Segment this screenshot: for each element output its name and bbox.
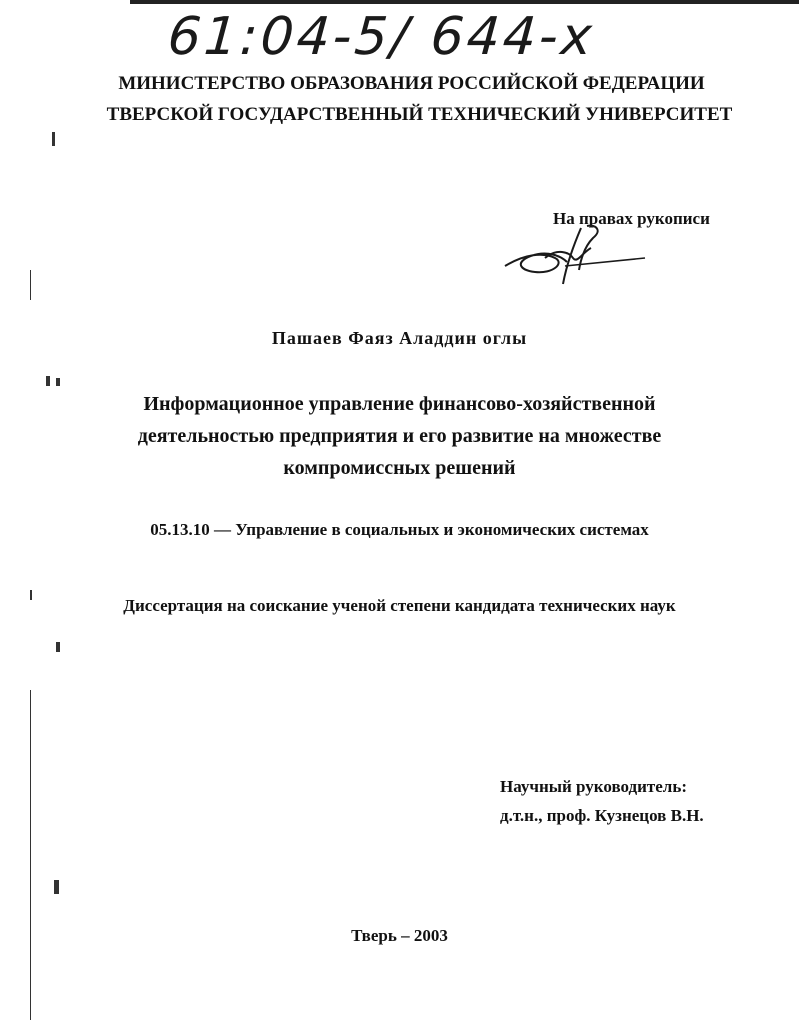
dissertation-title xyxy=(0,388,799,484)
title-line-3: компромиссных решений xyxy=(283,457,516,479)
manuscript-rights-notice: На правах рукописи xyxy=(553,209,710,228)
city-year: Тверь – 2003 xyxy=(351,926,448,945)
scan-margin-mark xyxy=(52,132,55,146)
handwritten-catalog-stamp: 61:04-5/ 644-x xyxy=(165,7,597,67)
scan-margin-mark xyxy=(30,590,32,600)
specialty-code: 05.13.10 — Управление в социальных и экономических системах xyxy=(150,520,649,539)
signature-image xyxy=(495,218,655,290)
supervisor-label: Научный руководитель: xyxy=(500,777,687,796)
scan-margin-mark xyxy=(56,378,60,386)
scan-margin-mark xyxy=(54,880,59,894)
author-name: Пашаев Фаяз Аладдин оглы xyxy=(271,328,528,348)
supervisor-name: д.т.н., проф. Кузнецов В.Н. xyxy=(500,806,704,825)
title-line-2: деятельностью предприятия и его развитие на множестве xyxy=(137,425,662,447)
scan-margin-mark xyxy=(30,690,31,1020)
top-border-line xyxy=(130,0,799,4)
title-line-1: Информационное управление финансово-хозяйственной xyxy=(143,393,656,415)
degree-statement: Диссертация на соискание ученой степени кандидата технических наук xyxy=(123,596,676,615)
ministry-heading: МИНИСТЕРСТВО ОБРАЗОВАНИЯ РОССИЙСКОЙ ФЕДЕРАЦИИ xyxy=(118,73,705,94)
university-heading: ТВЕРСКОЙ ГОСУДАРСТВЕННЫЙ ТЕХНИЧЕСКИЙ УНИВЕРСИТЕТ xyxy=(106,104,733,125)
scan-margin-mark xyxy=(46,376,50,386)
scan-margin-mark xyxy=(30,270,31,300)
scan-margin-mark xyxy=(56,642,60,652)
